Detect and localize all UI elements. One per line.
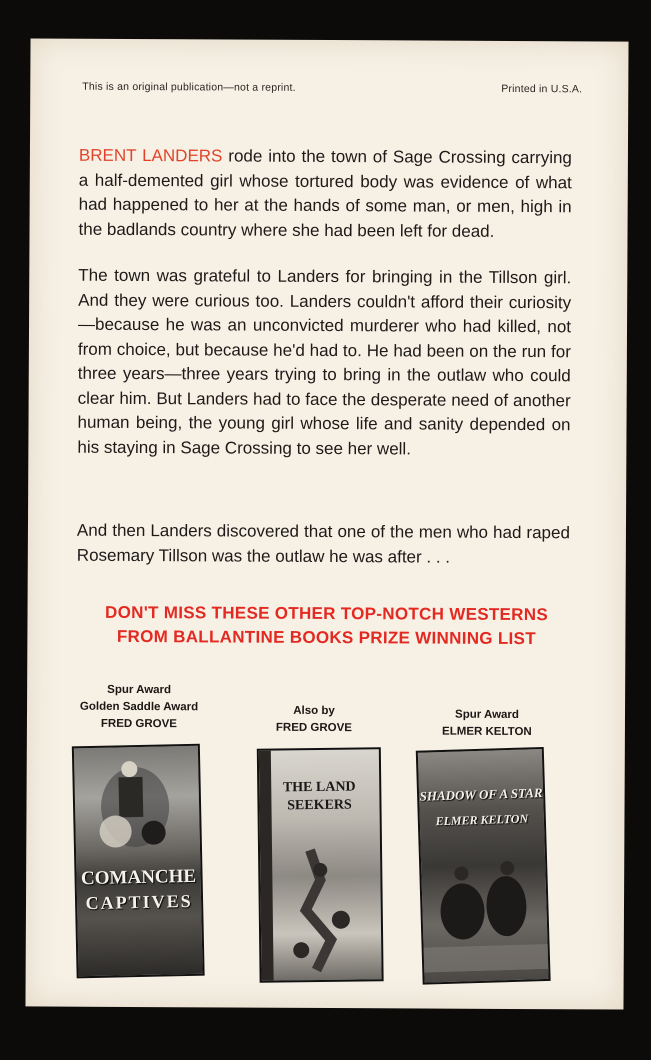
book-2-author: FRED GROVE — [275, 721, 352, 735]
original-publication-note: This is an original publication—not a reprint. — [82, 80, 296, 94]
book-3-author: ELMER KELTON — [442, 725, 532, 739]
book-cover-comanche-captives — [72, 744, 205, 979]
promo-heading — [27, 600, 625, 651]
book-2-award — [249, 703, 379, 738]
blurb-paragraph-2: The town was grateful to Landers for bringing in the Tillson girl. And they were curious too. Landers couldn't afford their curiosity—because he was an unconvicted murderer who had killed, not from choice, but because he'd had to. He had been on the run for three years—three years trying to bring in the outlaw who could clear him. But Landers had to face the desperate need of another human being, the young girl whose life and sanity depended on his staying in Sage Crossing to see her well. — [77, 265, 572, 458]
blurb-paragraph-1-text: rode into the town of Sage Crossing carrying a half-demented girl whose tortured body was evidence of what had happened to her at the hands of some man, or men, high in the badlands country where she had been left for dead. — [78, 146, 572, 241]
book-back-cover — [25, 38, 628, 1009]
blurb-paragraph-1 — [78, 144, 572, 245]
printed-in-note: Printed in U.S.A. — [501, 82, 583, 96]
book-1-award — [69, 682, 209, 734]
book-2-title-1: THE LAND — [282, 779, 356, 796]
promo-line-1: DON'T MISS THESE OTHER TOP-NOTCH WESTERNS — [105, 602, 549, 625]
book-1-illustration — [74, 746, 200, 859]
book-cover-the-land-seekers — [257, 747, 384, 982]
book-2-illustration — [260, 839, 382, 980]
book-1-author: FRED GROVE — [100, 717, 177, 731]
book-3-illustration — [421, 849, 549, 973]
book-2-title-2: SEEKERS — [287, 797, 352, 814]
book-1-award-line-1: Spur Award — [107, 683, 172, 697]
cover-header — [82, 81, 582, 96]
promo-line-2: FROM BALLANTINE BOOKS PRIZE WINNING LIST — [116, 626, 536, 649]
blurb-paragraph-3: And then Landers discovered that one of the men who had raped Rosemary Tillson was the outlaw he was after . . . — [76, 520, 571, 567]
book-1-title-2: CAPTIVES — [85, 890, 193, 914]
book-1-title-1: COMANCHE — [80, 865, 197, 890]
book-3-title-2: ELMER KELTON — [435, 811, 529, 829]
hero-name: BRENT LANDERS — [78, 145, 223, 166]
book-3-award — [422, 707, 552, 742]
book-2-award-line-1: Also by — [293, 704, 335, 718]
book-cover-shadow-of-a-star — [416, 747, 551, 985]
book-1-award-line-2: Golden Saddle Award — [79, 700, 199, 714]
book-3-award-line-1: Spur Award — [455, 708, 519, 722]
book-3-title-1: SHADOW OF A STAR — [419, 785, 543, 804]
